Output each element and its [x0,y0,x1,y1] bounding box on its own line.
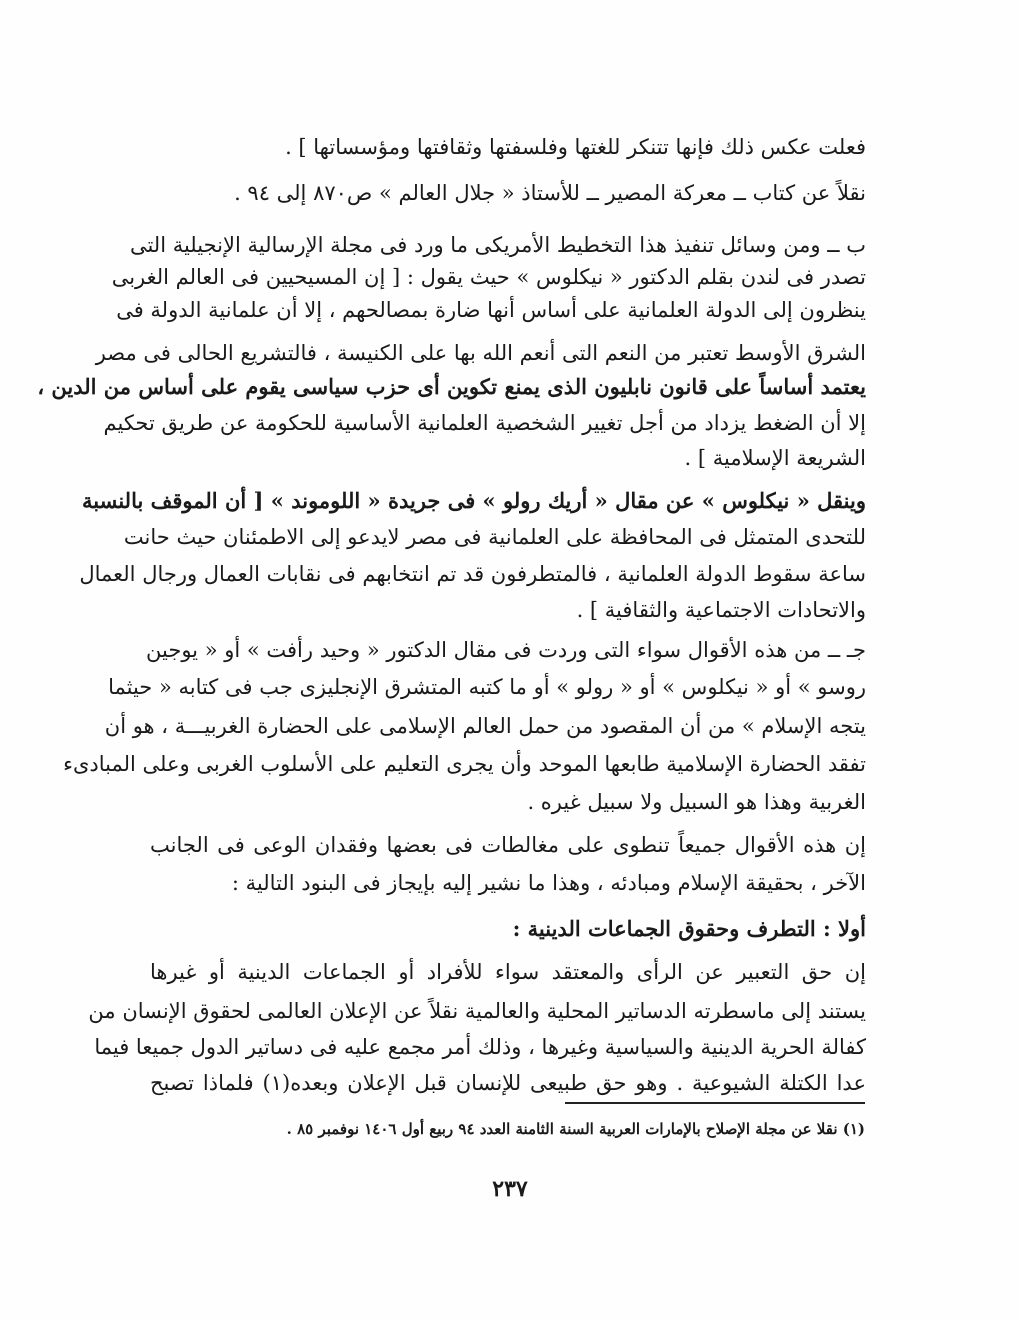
text-line-10: وينقل « نيكلوس » عن مقال « أريك رولو » فى جريدة « اللوموند » [ أن الموقف بالنسبة [82,488,866,513]
text-line-5: ينظرون إلى الدولة العلمانية على أساس أنها ضارة بمصالحهم ، إلا أن علمانية الدولة فى [116,298,866,322]
page-number: ٢٣٧ [492,1176,528,1202]
footnote-divider [565,1102,865,1104]
section-heading: أولا : التطرف وحقوق الجماعات الدينية : [512,916,866,941]
text-line-2: نقلاً عن كتاب ــ معركة المصير ــ للأستاذ « جلال العالم » ص٨٧٠ إلى ٩٤ . [234,181,866,205]
text-line-12: ساعة سقوط الدولة العلمانية ، فالمتطرفون قد تم انتخابهم فى نقابات العمال ورجال العمال [79,562,866,586]
text-line-7: يعتمد أساساً على قانون نابليون الذى يمنع تكوين أى حزب سياسى يقوم على أساس من الدين ، [37,374,866,399]
text-line-21: إن حق التعبير عن الرأى والمعتقد سواء للأفراد أو الجماعات الدينية أو غيرها [150,960,866,984]
body-text [37,0,866,1110]
text-line-9: الشريعة الإسلامية ] . [684,446,866,470]
text-line-11: للتحدى المتمثل فى المحافظة على العلمانية فى مصر لايدعو إلى الاطمئنان حيث حانت [123,525,866,549]
text-line-8: إلا أن الضغط يزداد من أجل تغيير الشخصية العلمانية الأساسية للحكومة عن طريق تحكيم [103,411,866,435]
text-line-13: والاتحادات الاجتماعية والثقافية ] . [576,598,866,622]
text-line-6: الشرق الأوسط تعتبر من النعم التى أنعم الله بها على الكنيسة ، فالتشريع الحالى فى مصر [95,341,866,365]
text-line-18: الغربية وهذا هو السبيل ولا سبيل غيره . [527,790,866,814]
footnote: (١) نقلا عن مجلة الإصلاح بالإمارات العربية السنة الثامنة العدد ٩٤ ربيع أول ١٤٠٦ نوفمبر ٨٥ . [286,1120,865,1138]
text-line-19: إن هذه الأقوال جميعاً تنطوى على مغالطات فى بعضها وفقدان الوعى فى الجانب [150,833,866,857]
text-line-17: تفقد الحضارة الإسلامية طابعها الموحد وأن يجرى التعليم على الأسلوب الغربى وعلى المبادىء [63,752,866,776]
text-line-1: فعلت عكس ذلك فإنها تتنكر للغتها وفلسفتها وثقافتها ومؤسساتها ] . [285,135,866,159]
text-line-23: كفالة الحرية الدينية والسياسية وغيرها ، وذلك أمر مجمع عليه فى دساتير الدول جميعا فيما [94,1035,866,1059]
text-line-16: يتجه الإسلام » من أن المقصود من حمل العالم الإسلامى على الحضارة الغربيـــة ، هو أن [104,714,866,738]
text-line-3: ب ــ ومن وسائل تنفيذ هذا التخطيط الأمريكى ما ورد فى مجلة الإرسالية الإنجيلية التى [129,233,866,257]
text-line-24: عدا الكتلة الشيوعية . وهو حق طبيعى للإنسان قبل الإعلان وبعده(١) فلماذا تصبح [150,1071,866,1095]
text-line-20: الآخر ، بحقيقة الإسلام ومبادئه ، وهذا ما نشير إليه بإيجاز فى البنود التالية : [231,871,866,895]
text-line-4: تصدر فى لندن بقلم الدكتور « نيكلوس » حيث يقول : [ إن المسيحيين فى العالم الغربى [111,265,866,289]
text-line-22: يستند إلى ماسطرته الدساتير المحلية والعالمية نقلاً عن الإعلان العالمى لحقوق الإنسان من [88,999,866,1023]
text-line-15: روسو » أو « نيكلوس » أو « رولو » أو ما كتبه المتشرق الإنجليزى جب فى كتابه « حيثما [108,675,866,699]
text-line-14: جـ ــ من هذه الأقوال سواء التى وردت فى مقال الدكتور « وحيد رأفت » أو « يوجين [146,638,866,662]
